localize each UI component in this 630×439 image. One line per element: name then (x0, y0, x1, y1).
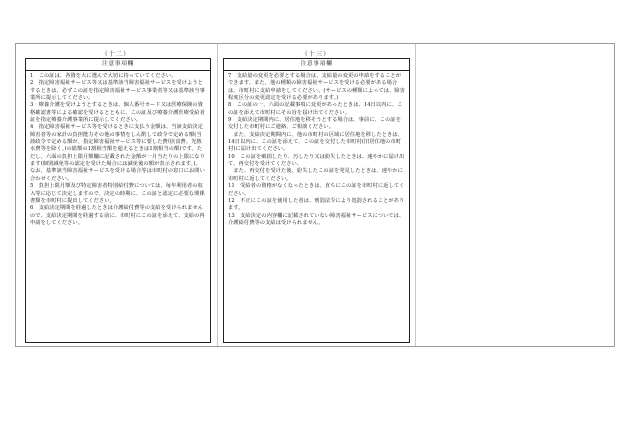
blank-panel (416, 44, 614, 346)
list-item: また、再交付を受けた後、紛失したこの証を発見したときは、速やかに市町村に返してください。 (228, 168, 403, 182)
list-item: 2 指定障害福祉サービス等又は基準該当障害福祉サービスを受けようとするときは、必ずこの証を指定障害福祉サービス事業者等又は基準該当事業所に提示してください。 (30, 80, 205, 102)
notes-box-title: 注意事項欄 (26, 59, 210, 71)
list-item: 12 不正にこの証を使用した者は、刑罰法令により処罰されることがあります。 (228, 197, 405, 212)
list-item: 13 支給決定の内容欄に記載されていない障害福祉サービスについては、介護給付費等の支給は受けられません。 (228, 212, 405, 226)
notes-list (224, 71, 409, 227)
notes-list (26, 71, 210, 227)
list-item: 5 負担上限月額及び特定障害者特別給付費については、毎年利用者の収入等に応じて決定しますので、決定の時期に、この証と認定に必要な関係書類を市町村に提出してください。 (30, 183, 205, 204)
list-item: 1 この証は、各資を大に選んで大切に持っていてください。 (30, 73, 177, 79)
notes-box-right (223, 58, 410, 343)
list-item: 4 指定障害福祉サービス等を受けるときに支払う金額は、当該支給決定障害者等の家計の負担能力その他の事情をしん酌して政令で定める額(当該政令で定める額が、指定障害福祉サービス等に要した費用(食費、光熱水費等を除く。)の総額の1割相当額を超えるときは1割相当の額)です。ただし、六面の負担上限月額欄に記載された金額が一月当たりの上限になります(個別減免等の認定を受けた場合には減免後の額が表示されます。)。なお、基準該当障害福祉サービスを受ける場合等は市町村の窓口にお問い合わせください。 (30, 124, 205, 182)
list-item: 9 支給決定期間内に、居住地を移そうとする場合は、事前に、この証を交付した市町村にご連絡、ご相談ください。 (228, 117, 401, 131)
list-item: 8 この証の一、六面の記載事項に変更があったときは、14日以内に、この証を添えて市町村にその旨を届け出てください。 (228, 102, 403, 116)
document-sheet (15, 43, 615, 347)
notes-box-left (25, 58, 211, 343)
list-item: 7 支給量の変更を必要とする場合は、支給量の変更の申請をすることができます。また、他の種類の障害福祉サービスを受ける必要がある場合は、市町村に支給申請をしてください。(サービスの種類によっては、障害程度区分の変更認定を受ける必要があります。) (228, 73, 405, 102)
list-item: 10 この証を破損したり、汚したり又は紛失したときは、速やかに届け出て、再交付を受けてください。 (228, 153, 405, 168)
page-number-left: （十二） (101, 51, 131, 58)
page-number-right: （十三） (301, 51, 331, 58)
notes-box-title: 注意事項欄 (224, 59, 409, 71)
list-item: また、支給決定期間内に、他の市町村の区域に居住地を移したときは、14日以内に、この証を添えて、この証を交付した市町村(旧居住地の市町村)に届け出てください。 (228, 131, 403, 153)
list-item: 3 療養介護を受けようとするときは、個人番号カード又は医療保険の資格確認書等による確認を受けるとともに、この証及び療養介護医療受給者証を指定療養介護事業所に提示してください。 (30, 102, 205, 124)
list-item: 11 受給者の資格がなくなったときは、直ちにこの証を市町村に返してください。 (228, 183, 405, 197)
list-item: 6 支給決定期間を経過したときは介護給付費等の支給を受けられませんので、支給決定期間を経過する前に、市町村にこの証を添えて、支給の再申請をしてください。 (30, 205, 205, 226)
panel-divider (217, 44, 218, 346)
